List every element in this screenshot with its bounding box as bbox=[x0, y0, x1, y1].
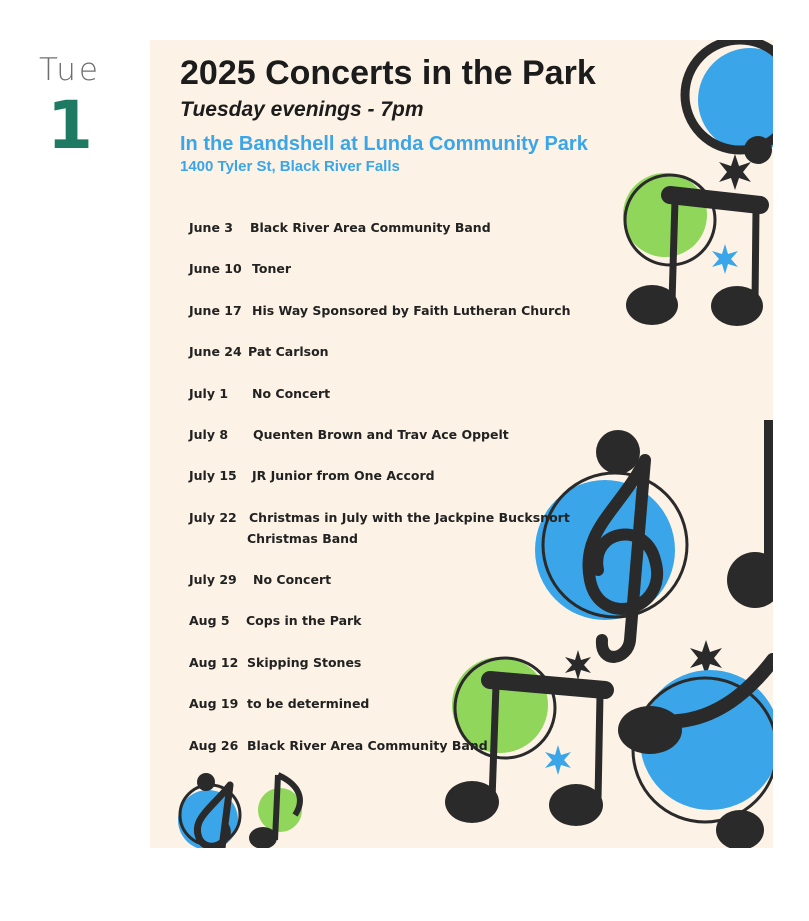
schedule-act: Skipping Stones bbox=[247, 655, 362, 670]
schedule-date: Aug 5 bbox=[189, 613, 230, 628]
schedule-act: Christmas in July with the Jackpine Bucksnort bbox=[249, 510, 570, 525]
schedule-date: June 3 bbox=[189, 220, 233, 235]
schedule-date: June 10 bbox=[189, 261, 242, 276]
schedule-act: to be determined bbox=[247, 696, 370, 711]
poster-venue: In the Bandshell at Lunda Community Park bbox=[180, 133, 588, 155]
schedule-act: Black River Area Community Band bbox=[247, 738, 488, 753]
schedule-act: His Way Sponsored by Faith Lutheran Church bbox=[252, 303, 571, 318]
schedule-date: June 24 bbox=[189, 344, 242, 359]
note-lower-right-icon bbox=[618, 660, 773, 848]
schedule-act: JR Junior from One Accord bbox=[252, 468, 435, 483]
schedule-date: Aug 26 bbox=[189, 738, 239, 753]
schedule-date: July 8 bbox=[189, 427, 229, 442]
date-block bbox=[28, 52, 112, 162]
weekday-label: Tue bbox=[39, 52, 101, 88]
concert-poster-image[interactable] bbox=[150, 40, 773, 848]
schedule-date: Aug 12 bbox=[189, 655, 239, 670]
schedule-date: June 17 bbox=[189, 303, 242, 318]
schedule-act: No Concert bbox=[253, 572, 332, 587]
schedule-act: Cops in the Park bbox=[246, 613, 362, 628]
poster-subtitle: Tuesday evenings - 7pm bbox=[180, 98, 424, 121]
swirl-top-right-icon bbox=[685, 40, 773, 164]
star-blue-1-icon bbox=[712, 244, 738, 274]
schedule-date: July 29 bbox=[189, 572, 237, 587]
star-small-1-icon bbox=[719, 154, 751, 190]
schedule-date: July 22 bbox=[189, 510, 237, 525]
small-clef-icon bbox=[178, 773, 240, 848]
schedule-date: July 15 bbox=[189, 468, 237, 483]
schedule-date: July 1 bbox=[189, 386, 229, 401]
schedule-act: Toner bbox=[252, 261, 291, 276]
treble-clef-icon bbox=[535, 420, 773, 657]
schedule-act: Pat Carlson bbox=[248, 344, 329, 359]
eighth-note-upper-icon bbox=[623, 173, 763, 326]
day-number: 1 bbox=[47, 87, 93, 164]
poster-address: 1400 Tyler St, Black River Falls bbox=[180, 158, 400, 175]
schedule-act-continued: Christmas Band bbox=[247, 531, 358, 546]
poster-title: 2025 Concerts in the Park bbox=[180, 54, 596, 92]
schedule-act: No Concert bbox=[252, 386, 331, 401]
small-note-icon bbox=[249, 775, 302, 848]
schedule-act: Black River Area Community Band bbox=[250, 220, 491, 235]
schedule-date: Aug 19 bbox=[189, 696, 239, 711]
schedule-act: Quenten Brown and Trav Ace Oppelt bbox=[253, 427, 509, 442]
